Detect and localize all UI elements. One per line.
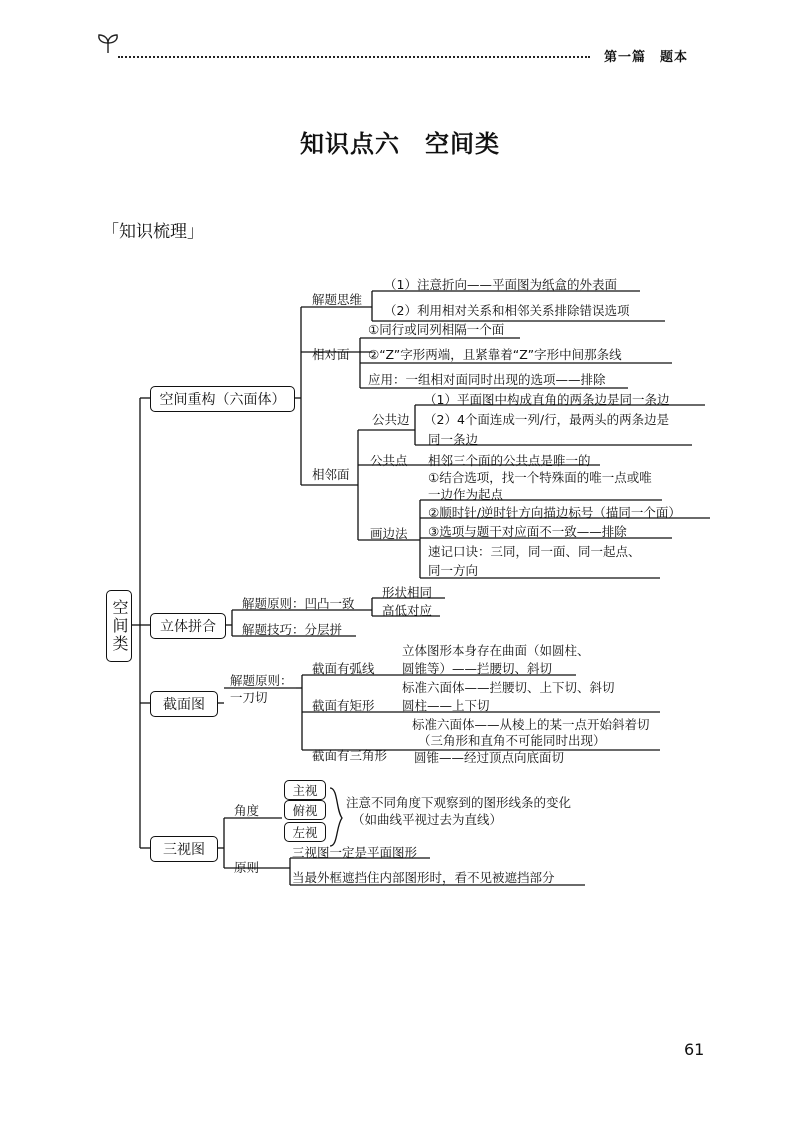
jiemian-tri-item-3: 圆锥——经过顶点向底面切 (414, 750, 565, 765)
sanshi-angle-note-1: 注意不同角度下观察到的图形线条的变化 (346, 795, 572, 810)
branch-space-reconstruction-box (150, 386, 295, 412)
jieti-siwei-label: 解题思维 (312, 292, 363, 307)
huabianfa-item-1: ①结合选项，找一个特殊面的唯一点或唯 (428, 470, 652, 485)
gonggongdian-text: 相邻三个面的公共点是唯一的 (428, 453, 591, 468)
sanshi-rule-item-1: 三视图一定是平面图形 (292, 845, 418, 860)
xiangdui-label: 相对面 (312, 347, 350, 362)
branch-solid-assembly-box (150, 613, 226, 639)
branch-cross-section-box (150, 691, 218, 717)
gonggongbian-item-3: 同一条边 (428, 432, 479, 447)
pinhe-principle-item-2: 高低对应 (382, 603, 433, 618)
huabianfa-item-5: 速记口诀：三同，同一面、同一起点、 (428, 544, 641, 559)
pinhe-skill: 解题技巧：分层拼 (242, 622, 343, 637)
jieti-item-1: （1）注意折向——平面图为纸盒的外表面 (384, 277, 617, 292)
jiemian-principle-line-2: 一刀切 (230, 690, 268, 705)
view-left-box (284, 822, 326, 842)
huabianfa-item-6: 同一方向 (428, 563, 479, 578)
jiemian-rect-label: 截面有矩形 (312, 698, 375, 713)
view-top-box (284, 800, 326, 820)
xiangdui-item-3: 应用：一组相对面同时出现的选项——排除 (368, 372, 606, 387)
branch-space-reconstruction-label: 空间重构（六面体） (159, 392, 286, 408)
sanshi-angle-label: 角度 (234, 803, 260, 818)
root-node-label: 空间类 (110, 599, 129, 653)
running-header: 第一篇 题本 (604, 50, 689, 65)
view-left-label: 左视 (292, 825, 318, 840)
view-main-box (284, 780, 326, 800)
pinhe-principle: 解题原则：凹凸一致 (242, 596, 355, 611)
gonggongbian-item-1: （1）平面图中构成直角的两条边是同一条边 (424, 392, 670, 407)
branch-solid-assembly-label: 立体拼合 (160, 619, 216, 635)
gonggongbian-item-2: （2）4个面连成一列/行，最两头的两条边是 (424, 412, 670, 427)
gonggongdian-label: 公共点 (370, 453, 408, 468)
jieti-item-2: （2）利用相对关系和相邻关系排除错误选项 (384, 303, 630, 318)
xiangdui-item-2: ②“Z”字形两端，且紧靠着“Z”字形中间那条线 (368, 347, 622, 362)
page-number: 61 (684, 1040, 705, 1059)
sanshi-angle-note-2: （如曲线平视过去为直线） (352, 812, 503, 827)
jiemian-tri-item-2: （三角形和直角不可能同时出现） (418, 733, 606, 748)
jiemian-tri-label: 截面有三角形 (312, 748, 388, 763)
jiemian-principle-line-1: 解题原则： (230, 673, 293, 688)
jiemian-rect-item-1: 标准六面体——拦腰切、上下切、斜切 (402, 680, 615, 695)
gonggongbian-label: 公共边 (372, 412, 410, 427)
jiemian-arc-label: 截面有弧线 (312, 661, 375, 676)
huabianfa-label: 画边法 (370, 526, 408, 541)
view-top-label: 俯视 (292, 803, 318, 818)
root-node-box (106, 590, 132, 662)
branch-three-view-label: 三视图 (163, 842, 205, 858)
branch-cross-section-label: 截面图 (163, 697, 205, 713)
jiemian-tri-item-1: 标准六面体——从棱上的某一点开始斜着切 (412, 717, 650, 732)
xiangdui-item-1: ①同行或同列相隔一个面 (368, 322, 505, 337)
huabianfa-item-2: 一边作为起点 (428, 487, 504, 502)
jiemian-rect-item-2: 圆柱——上下切 (402, 698, 490, 713)
pinhe-principle-item-1: 形状相同 (382, 585, 433, 600)
huabianfa-item-3: ②顺时针/逆时针方向描边标号（描同一个面） (428, 505, 681, 520)
section-label: 「知识梳理」 (102, 222, 204, 242)
jiemian-arc-item-2: 圆锥等）——拦腰切、斜切 (402, 661, 553, 676)
view-main-label: 主视 (292, 783, 318, 798)
sanshi-rule-item-2: 当最外框遮挡住内部图形时，看不见被遮挡部分 (292, 870, 555, 885)
xianglin-label: 相邻面 (312, 467, 350, 482)
page-title: 知识点六 空间类 (300, 130, 500, 158)
jiemian-arc-item-1: 立体图形本身存在曲面（如圆柱、 (402, 643, 590, 658)
sanshi-rule-label: 原则 (234, 860, 260, 875)
huabianfa-item-4: ③选项与题干对应面不一致——排除 (428, 524, 627, 539)
branch-three-view-box (150, 836, 218, 862)
